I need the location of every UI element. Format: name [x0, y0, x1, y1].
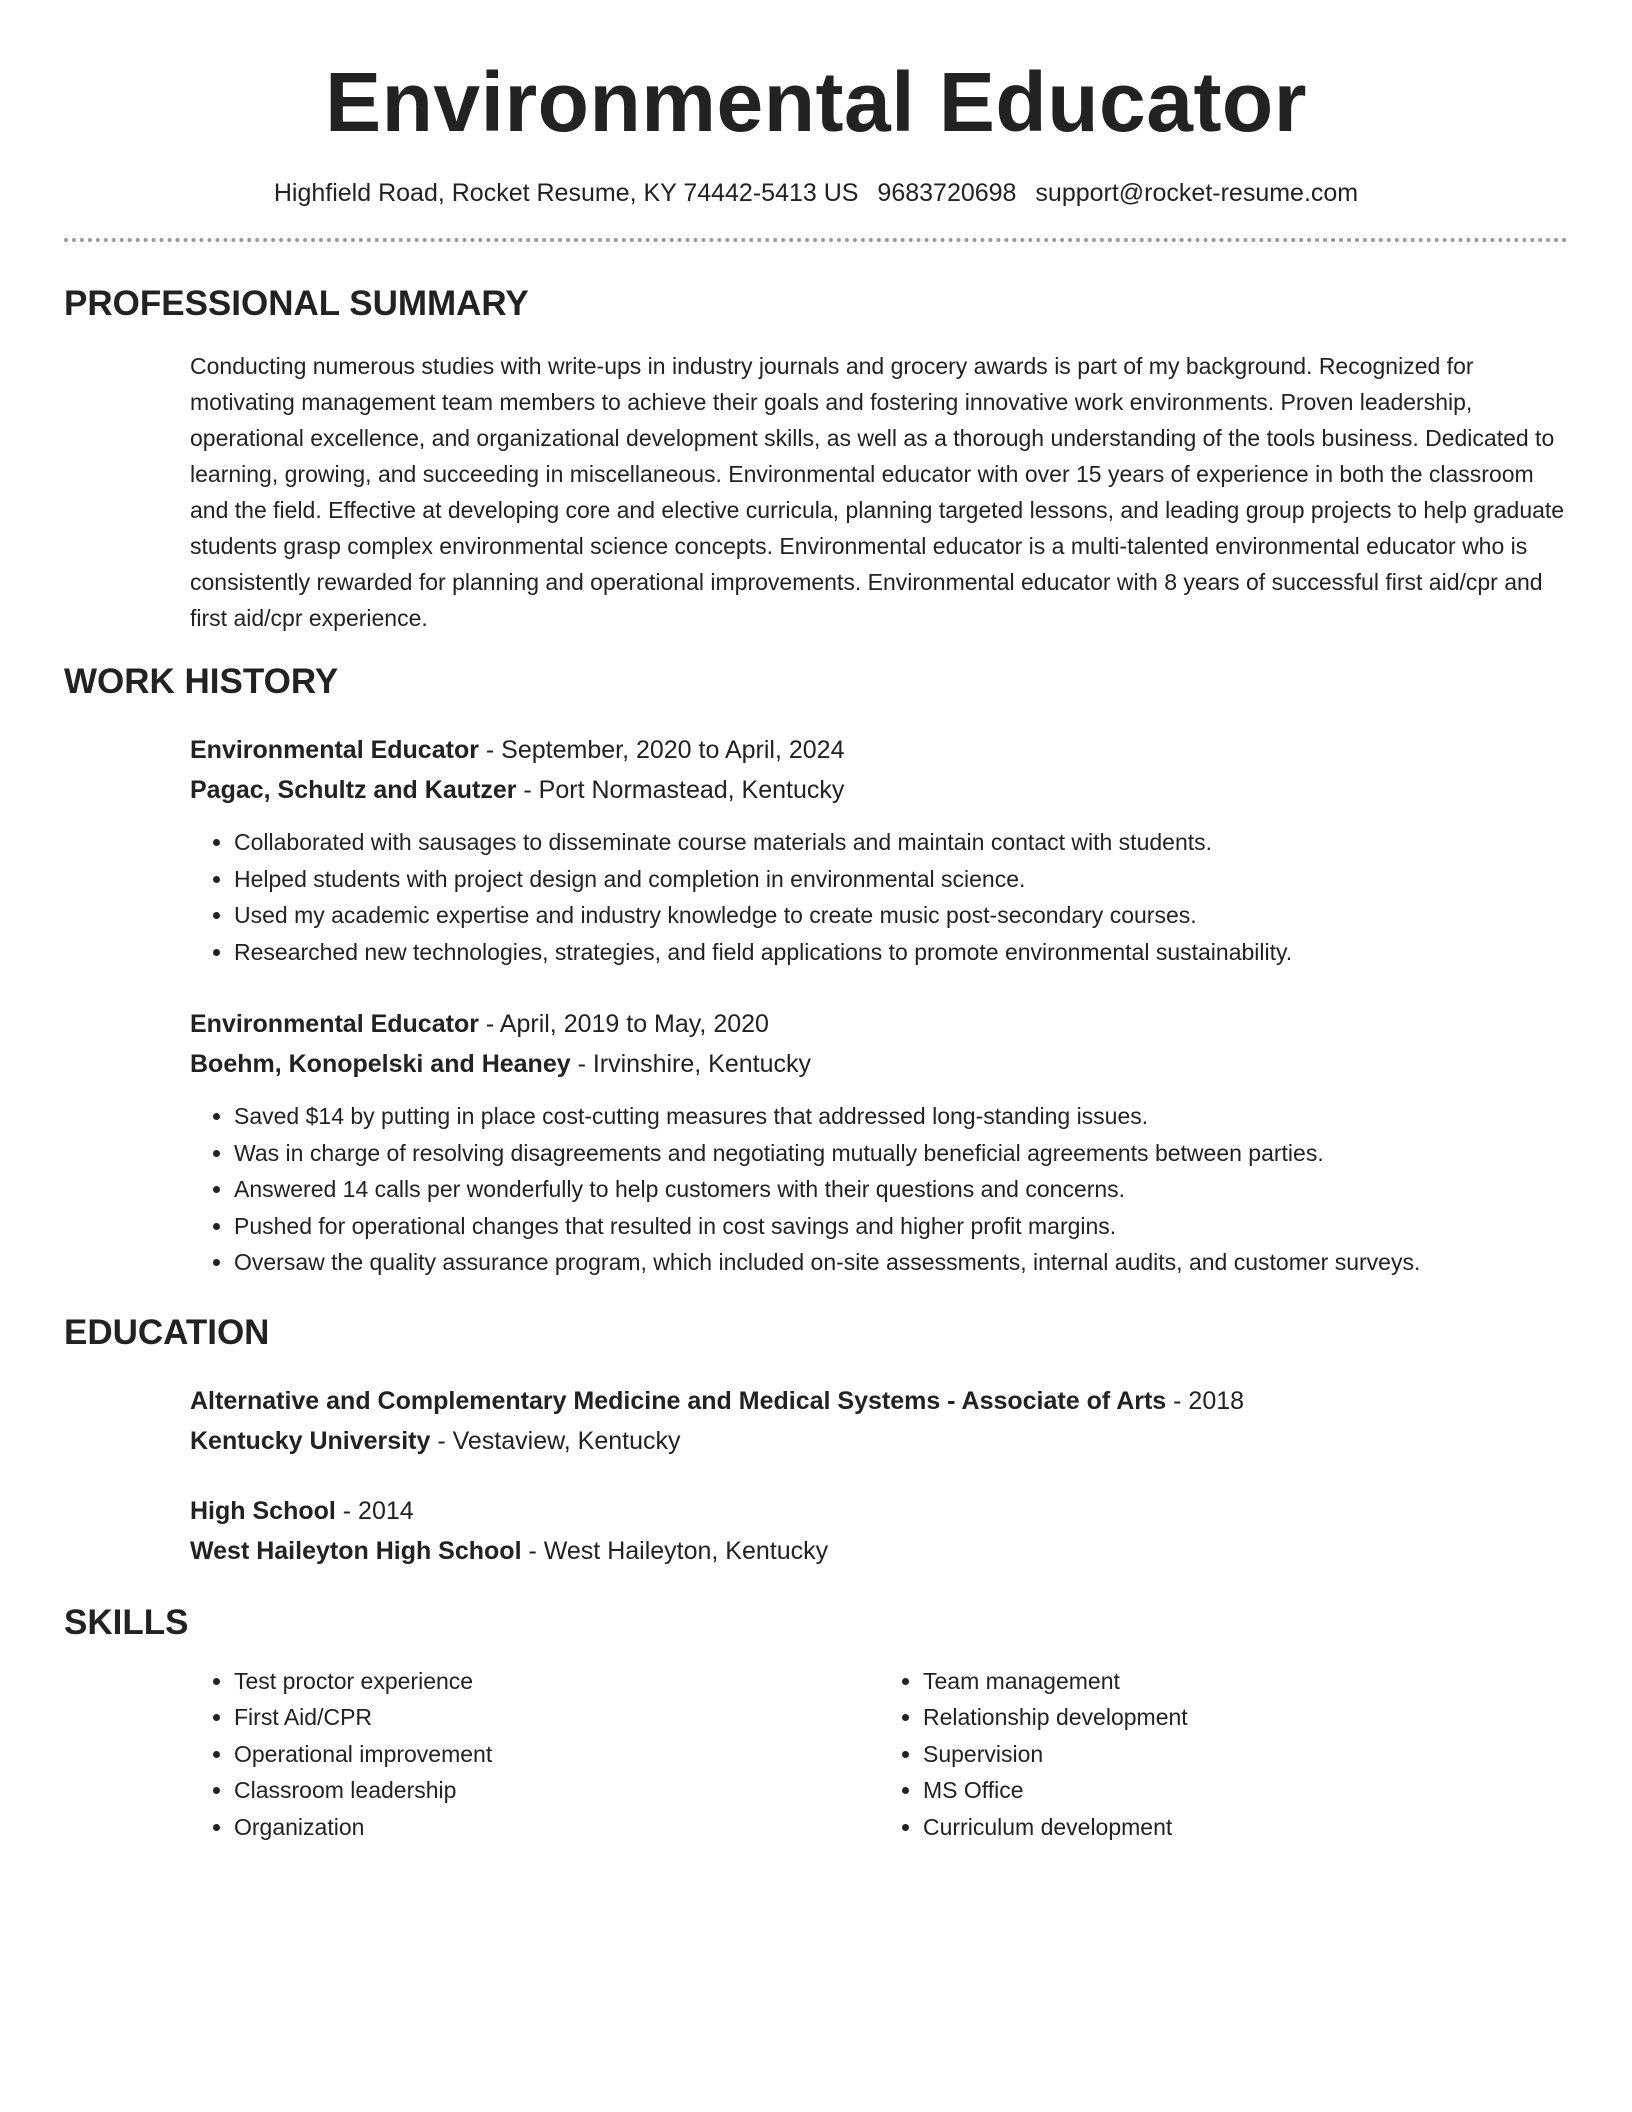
skill-item: • Test proctor experience [234, 1663, 879, 1700]
contact-email: support@rocket-resume.com [1035, 179, 1359, 207]
contact-line [64, 176, 1568, 210]
education [190, 1381, 1568, 1571]
job-company: Pagac, Schultz and Kautzer [190, 776, 517, 804]
job-entry [190, 1004, 1568, 1281]
skill-item: • Organization [234, 1809, 879, 1846]
job-bullet: • Pushed for operational changes that resulted in cost savings and higher profit margins. [234, 1208, 1568, 1245]
job-bullet: • Was in charge of resolving disagreements and negotiating mutually beneficial agreements between parties. [234, 1135, 1568, 1172]
job-bullet: • Researched new technologies, strategies, and field applications to promote environmental sustainability. [234, 934, 1568, 971]
job-company: Boehm, Konopelski and Heaney [190, 1050, 571, 1078]
skills-grid [190, 1663, 1568, 1846]
education-degree: Alternative and Complementary Medicine and Medical Systems - Associate of Arts [190, 1386, 1167, 1415]
job-bullet: • Oversaw the quality assurance program, which included on-site assessments, internal audits, and customer surveys. [234, 1244, 1568, 1281]
job-bullet: • Helped students with project design and completion in environmental science. [234, 861, 1568, 898]
education-entry [190, 1381, 1568, 1461]
education-school-line [190, 1531, 1568, 1571]
section-title-work-history: WORK HISTORY [64, 662, 339, 701]
education-degree: High School [190, 1496, 336, 1525]
job-title-line [190, 730, 1568, 770]
education-entry [190, 1491, 1568, 1571]
skill-item: • MS Office [923, 1772, 1568, 1809]
contact-phone: 9683720698 [877, 179, 1017, 207]
job-position: Environmental Educator [190, 736, 479, 764]
skills-column-right [879, 1663, 1568, 1846]
job-dates: - April, 2019 to May, 2020 [478, 1010, 769, 1038]
job-bullets [190, 1098, 1568, 1281]
summary-text: Conducting numerous studies with write-ups in industry journals and grocery awards is part of my background. Recognized for motivating management team members to achieve their goals and fostering innovative work environments. Proven leadership, operational excellence, and organizational development skills, as well as a thorough understanding of the tools business. Dedicated to learning, growing, and succeeding in miscellaneous. Environmental educator with over 15 years of experience in both the classroom and the field. Effective at developing core and elective curricula, planning targeted lessons, and leading group projects to help graduate students grasp complex environmental science concepts. Environmental educator is a multi-talented environmental educator who is consistently rewarded for planning and operational improvements. Environmental educator with 8 years of successful first aid/cpr and first aid/cpr experience. [190, 353, 1565, 631]
job-bullet: • Used my academic expertise and industry knowledge to create music post-secondary courses. [234, 897, 1568, 934]
skills-column-left [190, 1663, 879, 1846]
job-company-line [190, 1044, 1568, 1084]
job-dates: - September, 2020 to April, 2024 [478, 736, 845, 764]
education-degree-line [190, 1491, 1568, 1531]
job-bullet: • Saved $14 by putting in place cost-cutting measures that addressed long-standing issues. [234, 1098, 1568, 1135]
job-company-line [190, 770, 1568, 810]
skill-item: • Supervision [923, 1736, 1568, 1773]
resume-header [64, 0, 1568, 210]
education-degree-line [190, 1381, 1568, 1421]
education-year: - 2014 [335, 1496, 414, 1525]
education-school-line [190, 1421, 1568, 1461]
job-bullet: • Collaborated with sausages to disseminate course materials and maintain contact with students. [234, 824, 1568, 861]
skill-item: • Operational improvement [234, 1736, 879, 1773]
job-entry [190, 730, 1568, 970]
section-title-skills: SKILLS [64, 1602, 189, 1642]
candidate-name: Environmental Educator [325, 55, 1307, 149]
education-school: Kentucky University [190, 1426, 431, 1455]
education-location: - Vestaview, Kentucky [430, 1426, 681, 1455]
section-title-summary: PROFESSIONAL SUMMARY [64, 284, 529, 323]
education-year: - 2018 [1166, 1386, 1245, 1415]
skill-item: • First Aid/CPR [234, 1699, 879, 1736]
header-divider [64, 238, 1568, 242]
skill-item: • Classroom leadership [234, 1772, 879, 1809]
job-location: - Port Normastead, Kentucky [516, 776, 845, 804]
education-school: West Haileyton High School [190, 1536, 522, 1565]
contact-address: Highfield Road, Rocket Resume, KY 74442-5413 US [273, 179, 859, 207]
skill-item: • Relationship development [923, 1699, 1568, 1736]
job-bullets [190, 824, 1568, 970]
job-title-line [190, 1004, 1568, 1044]
job-location: - Irvinshire, Kentucky [570, 1050, 811, 1078]
job-position: Environmental Educator [190, 1010, 479, 1038]
job-bullet: • Answered 14 calls per wonderfully to help customers with their questions and concerns. [234, 1171, 1568, 1208]
section-title-education: EDUCATION [64, 1312, 270, 1352]
skill-item: • Curriculum development [923, 1809, 1568, 1846]
skill-item: • Team management [923, 1663, 1568, 1700]
work-history [190, 730, 1568, 1281]
education-location: - West Haileyton, Kentucky [521, 1536, 829, 1565]
